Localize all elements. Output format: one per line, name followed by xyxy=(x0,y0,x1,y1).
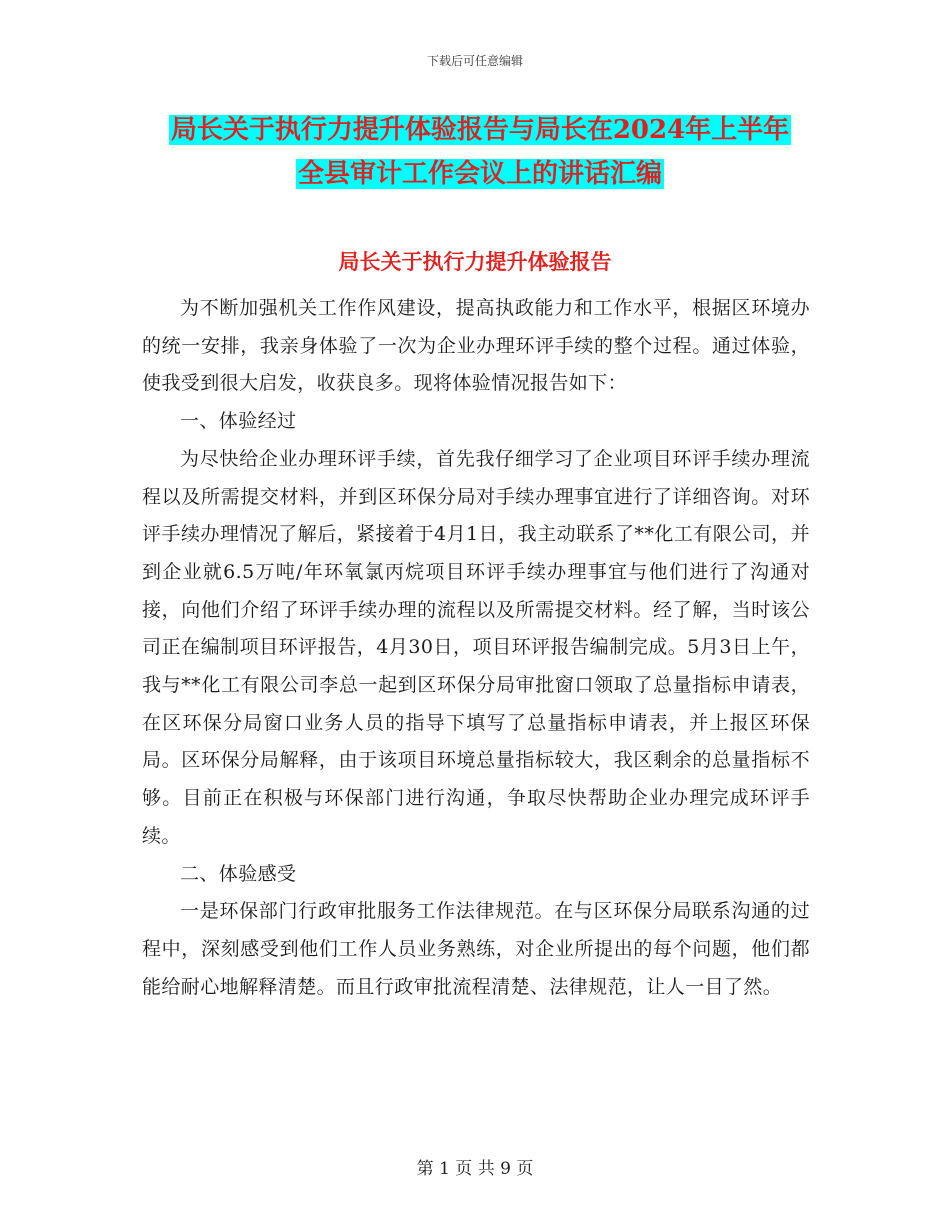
heading-experience-process: 一、体验经过 xyxy=(180,410,297,433)
paragraph: 为不断加强机关工作作风建设，提高执政能力和工作水平，根据区环境办的统一安排，我亲身体验了一次为企业办理环评手续的整个过程。通过体验，使我受到很大启发，收获良多。现将体验情况报告如下： xyxy=(142,297,810,395)
document-title-line1: 局长关于执行力提升体验报告与局长在2024年上半年 xyxy=(170,115,790,145)
section-title: 局长关于执行力提升体验报告 xyxy=(338,249,612,274)
paragraph: 一是环保部门行政审批服务工作法律规范。在与区环保分局联系沟通的过程中，深刻感受到他们工作人员业务熟练，对企业所提出的每个问题，他们都能给耐心地解释清楚。而且行政审批流程清楚、法律规范，让人一目了然。 xyxy=(142,900,810,998)
heading-experience-feelings: 二、体验感受 xyxy=(180,862,297,885)
page-footer: 第 1 页 共 9 页 xyxy=(416,1159,534,1179)
paragraph: 为尽快给企业办理环评手续，首先我仔细学习了企业项目环评手续办理流程以及所需提交材料，并到区环保分局对手续办理事宜进行了详细咨询。对环评手续办理情况了解后，紧接着于4月1日，我主动联系了**化工有限公司，并到企业就6.5万吨/年环氧氯丙烷项目环评手续办理事宜与他们进行了沟通对接，向他们介绍了环评手续办理的流程以及所需提交材料。经了解，当时该公司正在编制项目环评报告，4月30日，项目环评报告编制完成。5月3日上午，我与**化工有限公司李总一起到区环保分局审批窗口领取了总量指标申请表，在区环保分局窗口业务人员的指导下填写了总量指标申请表，并上报区环保局。区环保分局解释，由于该项目环境总量指标较大，我区剩余的总量指标不够。目前正在积极与环保部门进行沟通，争取尽快帮助企业办理完成环评手续。 xyxy=(142,447,810,847)
body-text xyxy=(142,290,810,1006)
document-title xyxy=(140,108,820,196)
document-title-line2: 全县审计工作会议上的讲话汇编 xyxy=(297,159,662,189)
header-note: 下载后可任意编辑 xyxy=(426,54,523,68)
